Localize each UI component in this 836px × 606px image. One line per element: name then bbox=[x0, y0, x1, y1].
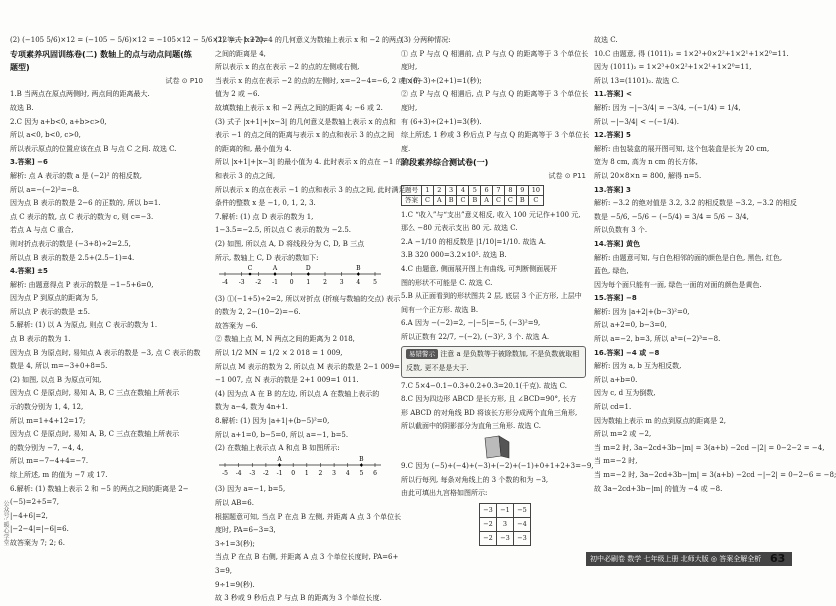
answer-cell: B bbox=[469, 195, 481, 205]
col1-line: 因为点 B 为原点时, 易知点 A 表示的数是 −3, 点 C 表示的数 bbox=[10, 348, 201, 357]
col1-line: 5.解析: (1) 以 A 为原点, 则点 C 表示的数为 1. bbox=[10, 321, 158, 330]
col2-line: 3=9, bbox=[215, 566, 232, 575]
col2-line: 所以表示 x 的点在表示 −2 的点的左侧或右侧, bbox=[215, 63, 360, 72]
col3b-line: 6.A 因为 −(−2)=2, −|−5|=−5, (−3)²=9, bbox=[401, 319, 541, 328]
magic-square-cell: −2 bbox=[480, 531, 497, 545]
col2-line: (2) 如图, 所以点 A, D 将线段分为 C, D, B 三点 bbox=[215, 239, 365, 248]
col1-line: 因为点 P 到原点的距离为 5, bbox=[10, 294, 99, 303]
col3b-line: 2.A −1/10 的相反数是 |1/10|=1/10. 故选 A. bbox=[401, 237, 546, 246]
point-label: D bbox=[305, 265, 311, 273]
col2-line: (2) 等式 |x+2|=4 的几何意义为数轴上表示 x 和 −2 的两点 bbox=[215, 36, 404, 44]
col3a-line: 综上所述, 1 秒或 3 秒后点 P 与点 Q 的距离等于 3 个单位长 bbox=[401, 131, 590, 140]
col1-line: 示的数分别为 1, 4, 12, bbox=[10, 403, 84, 412]
tip-title: 易错警示 bbox=[406, 349, 438, 359]
col1-line: 因为点 C 是原点时, 易知 A, B, C 三点在数轴上所表示 bbox=[10, 389, 180, 398]
col1-line: 点 C 表示的数, 点 C 表示的数为 c, 则 c=−3. bbox=[10, 212, 154, 221]
point-label: B bbox=[356, 265, 361, 273]
col4-line: 因为 (1011)₂ = 1×2³+0×2²+1×2¹+1×2⁰=11, bbox=[594, 63, 752, 72]
col3a-line: 度时, bbox=[401, 63, 418, 72]
tick-label: 2 bbox=[323, 279, 327, 287]
tick-label: 5 bbox=[359, 469, 364, 477]
col1-line: 点 B 表示的数为 1. bbox=[10, 335, 71, 344]
answer-cell: B bbox=[445, 195, 457, 205]
col2-line: 故填数轴上表示 x 和 −2 两点之间的距离 4; −6 或 2. bbox=[215, 103, 383, 112]
col1-line: 所以 m=1+4+12=17; bbox=[10, 416, 86, 425]
col4-line: 当 m=2 时, 3a−2cd+3b−|m| = 3(a+b) −2cd −|2| = 0−2−2 = −4, bbox=[594, 443, 825, 452]
col1-line: 6.解析: (1) 数轴上表示 2 和 −5 的两点之间的距离是 2− bbox=[10, 484, 189, 493]
col4-line: 解析: 由包装盒的展开图可知, 这个包装盒是长为 20 cm, bbox=[594, 144, 770, 153]
col4-line: 当 m=−2 时, bbox=[594, 457, 638, 466]
tick-label: 4 bbox=[345, 469, 350, 477]
col3b-line: 图的形状不可能是 C. 故选 C. bbox=[401, 278, 493, 287]
number-line-figure bbox=[215, 265, 385, 287]
col4-line: 所以 a+2=0, b−3=0, bbox=[594, 321, 667, 330]
answer-cell: 8 bbox=[504, 185, 516, 195]
answer-cell: 2 bbox=[433, 185, 445, 195]
axis-point bbox=[307, 273, 310, 276]
col3b-line: 1.C “收入”与“支出”意义相反, 收入 100 元记作+100 元, bbox=[401, 210, 581, 219]
col2-line: 1−3.5=−2.5, 所以点 C 表示的数为 −2.5. bbox=[215, 226, 352, 235]
col4-line: 10.C 由题意, 得 (1011)₂ = 1×2³+0×2²+1×2¹+1×2⁰=11. bbox=[594, 49, 789, 58]
col3a-line: 试卷 ⊙ P11 bbox=[548, 171, 586, 180]
col4-line: 解析: −3.2 的绝对值是 3.2, 3.2 的相反数是 −3.2, −3.2 的相反 bbox=[594, 199, 797, 208]
col3a-line: (3) 分两种情况: bbox=[401, 36, 451, 44]
col2-line: 所以 a+1=0, b−5=0, 所以 a=−1, b=5. bbox=[215, 430, 349, 439]
magic-square-cell: −1 bbox=[497, 503, 514, 517]
point-label: A bbox=[272, 265, 278, 273]
col1-line: 故选 B. bbox=[10, 103, 34, 112]
tick-label: -2 bbox=[262, 469, 269, 477]
col1-line: 若点 A 与点 C 重合, bbox=[10, 226, 74, 235]
col3b-line: 所以正数有 22/7, −(−2), (−3)², 3 个. 故选 A. bbox=[401, 332, 550, 341]
col4-line: 解析: 因为 a, b 互为相反数, bbox=[594, 362, 682, 371]
tick-label: 3 bbox=[332, 469, 337, 477]
tick-label: 1 bbox=[304, 469, 309, 477]
col2-line: (3) ①(−1+5)÷2=2, 所以对折点 (折痕与数轴的交点) 表示 bbox=[215, 294, 401, 303]
answer-cell: 6 bbox=[481, 185, 493, 195]
col4-line: 所以 20×8×n = 800, 解得 n=5. bbox=[594, 171, 702, 180]
col2-line: 所示, 数轴上 C, D 表示的数如下: bbox=[215, 253, 319, 262]
magic-square-cell: −3 bbox=[514, 531, 531, 545]
tip-box bbox=[401, 346, 586, 377]
tick-label: 5 bbox=[373, 279, 377, 287]
number-line bbox=[215, 456, 395, 484]
col4-line: 解析: 因为 −|−3/4| = −3/4, −(−1/4) = 1/4, bbox=[594, 103, 741, 112]
axis-point bbox=[278, 464, 281, 467]
col4-line: 解析: 因为 |a+2|+(b−3)²=0, bbox=[594, 307, 690, 316]
col2-line: 8.解析: (1) 因为 |a+1|+(b−5)²=0, bbox=[215, 417, 330, 426]
answer-cell: 4 bbox=[457, 185, 469, 195]
col2-line: (4) 因为点 A 在 B 的左边, 所以点 A 在数轴上表示的 bbox=[215, 389, 380, 398]
tick-label: 6 bbox=[373, 469, 377, 477]
col4-line: 数是 −5/6, −5/6 − (−5/4) = 3/4 = 5/6 − 3/4, bbox=[594, 212, 749, 221]
col2-line: 表示 −1 的点之间的距离与表示 x 的点和表示 3 的点之间 bbox=[215, 131, 395, 140]
col1-line: 题型) bbox=[10, 63, 30, 73]
answer-cell: B bbox=[516, 195, 528, 205]
tick-label: 1 bbox=[306, 279, 311, 287]
tick-label: -3 bbox=[249, 469, 256, 477]
col3c-line: 所以行每列, 每条对角线上的 3 个数的和为 −3, bbox=[401, 475, 549, 484]
col1-line: 因为点 B 表示的数是 2−6 的正数的, 所以 b=1. bbox=[10, 199, 161, 208]
col4-line: 因为 c, d 互为倒数, bbox=[594, 389, 656, 398]
col4-line: 因为数轴上表示 m 的点到原点的距离是 2, bbox=[594, 416, 726, 425]
axis-point bbox=[249, 273, 252, 276]
col3a-line: 有 (6−3)÷(2+1)=1(秒); bbox=[401, 76, 482, 85]
col3a-line: 阶段素养综合测试卷(一) bbox=[401, 158, 489, 168]
col2-line: 之间的距离是 4, bbox=[215, 49, 266, 58]
col2-line: 的数为 2, 2−(10−2)=−6. bbox=[215, 308, 301, 317]
col4-line: 所以 13=(1101)₂. 故选 C. bbox=[594, 76, 680, 85]
number-line-figure bbox=[215, 456, 385, 478]
tip-text: 注意 a 是负数等于被除数加, 不是负数就取相反数, 更不是是大于. bbox=[406, 350, 580, 373]
col1-line: (2) 如图, 以点 B 为原点可知, bbox=[10, 375, 102, 384]
col1-line: 因为点 C 是原点时, 易知 A, B, C 三点在数轴上所表示 bbox=[10, 430, 180, 439]
col2-line: 所以 |x+1|+|x−3| 的最小值为 4. 此时表示 x 的点在 −1 的点 bbox=[215, 158, 410, 167]
answer-cell: 7 bbox=[492, 185, 504, 195]
tick-label: -1 bbox=[276, 469, 283, 477]
col4-line: 14.答案] 黄色 bbox=[594, 239, 641, 248]
col1-line: 3.答案] −6 bbox=[10, 158, 48, 167]
answer-cell: 题号 bbox=[402, 185, 422, 195]
col3c-line: 所以截面中的阴影部分为直角三角形. 故选 C. bbox=[401, 422, 542, 431]
col2-line: ② 数轴上点 M, N 两点之间的距离为 2 018, bbox=[215, 335, 355, 344]
col2-line: −1 007, 点 N 表示的数是 2+1 009=1 011. bbox=[215, 376, 359, 385]
magic-square-row bbox=[480, 531, 531, 545]
col1-line: 故答案为 7; 2; 6. bbox=[10, 538, 65, 547]
col2-line: 故 3 秒或 9 秒后点 P 与点 B 的距离为 3 个单位长度. bbox=[215, 594, 382, 603]
tick-label: -5 bbox=[222, 469, 228, 477]
col3b-line: 4.C 由题意, 侧面展开图上有曲线, 可判断侧面展开 bbox=[401, 264, 558, 273]
magic-square-row bbox=[480, 517, 531, 531]
col1-line: 试卷 ⊙ P10 bbox=[165, 76, 203, 85]
col1-line: 所以 m=−7−4+4=−7. bbox=[10, 457, 89, 466]
col1-line: 所以点 B 表示的数是 2.5+(2.5−1)=4. bbox=[10, 253, 135, 262]
col4-line: 解析: 由题意可知, 与白色相邻的面的颜色是白色, 黑色, 红色, bbox=[594, 253, 783, 262]
col2-line: 的距离的和, 最小值为 4. bbox=[215, 144, 292, 153]
col2-line: 所以点 M 表示的数为 2, 所以点 M 表示的数是 2−1 009= bbox=[215, 362, 400, 371]
answer-cell: C bbox=[422, 195, 434, 205]
col3a-line: ② 点 P 与点 Q 相遇后, 点 P 与点 Q 的距离等于 3 个单位长 bbox=[401, 90, 589, 99]
col4-line: 13.答案] 3 bbox=[594, 185, 631, 194]
col2-line: 和表示 3 的点之间, bbox=[215, 171, 276, 180]
tick-label: -4 bbox=[222, 279, 228, 287]
answer-cell: A bbox=[481, 195, 493, 205]
col2-line: 3÷1=3(秒); bbox=[215, 539, 255, 548]
col2-line: (3) 因为 a=−1, b=5, bbox=[215, 485, 286, 494]
col4-line: 所以 a+b=0. bbox=[594, 375, 638, 384]
tick-label: -4 bbox=[235, 469, 242, 477]
answer-cell: 9 bbox=[516, 185, 528, 195]
col1-line: 综上所述, m 的值为 −7 或 17. bbox=[10, 471, 108, 479]
answer-cell: C bbox=[528, 195, 543, 205]
col3a-line: 度. bbox=[401, 144, 411, 153]
col2-line: 数为 a−4, 数为 4n+1. bbox=[215, 403, 288, 412]
tick-label: 3 bbox=[339, 279, 344, 287]
answer-cell: 5 bbox=[469, 185, 481, 195]
answer-cell: A bbox=[433, 195, 445, 205]
col3c-line: 由此可填出九宫格如图所示: bbox=[401, 489, 488, 498]
col4-line: 故 3a−2cd+3b−|m| 的值为 −4 或 −8. bbox=[594, 484, 723, 493]
col2-line: 所以表示 x 的点在表示 −1 的点和表示 3 的点之间, 此时满足 bbox=[215, 185, 406, 194]
point-label: B bbox=[359, 455, 364, 463]
col1-line: (−5)=2+5=7, bbox=[10, 498, 59, 507]
col4-line: 所以负数有 3 个. bbox=[594, 226, 648, 235]
answer-table bbox=[401, 185, 544, 206]
col1-line: 解析: 由题意得点 P 表示的数是 −1−5+6=0, bbox=[10, 280, 154, 289]
col1-line: 则对折点表示的数是 (−3+8)÷2=2.5, bbox=[10, 239, 131, 248]
col3b-line: 间有一个正方形. 故选 B. bbox=[401, 305, 479, 314]
answer-cell: 答案 bbox=[402, 195, 422, 205]
col3b-line: 3.B 320 000=3.2×10⁵. 故选 B. bbox=[401, 251, 507, 260]
col2-line: 当表示 x 的点在表示 −2 的点的左侧时, x=−2−4=−6, 2 或 x 的 bbox=[215, 76, 421, 85]
col4-line: 16.答案] −4 或 −8 bbox=[594, 348, 660, 357]
col2-line: 条件的整数 x 是 −1, 0, 1, 2, 3. bbox=[215, 199, 316, 208]
col2-line: (2) 在数轴上表示点 A 和点 B 如图所示: bbox=[215, 444, 340, 453]
column-4 bbox=[594, 34, 836, 496]
page-number: 63 bbox=[770, 552, 786, 565]
answer-cell: C bbox=[504, 195, 516, 205]
col4-line: 所以 a=−2, b=3, 所以 aᵇ=(−2)³=−8. bbox=[594, 335, 721, 344]
col4-line: 12.答案] 5 bbox=[594, 131, 631, 140]
col2-line: 7.解析: (1) 点 D 表示的数为 1, bbox=[215, 212, 314, 221]
col1-line: 所以 a<0, b<0, c>0, bbox=[10, 131, 81, 140]
col4-line: 所以 m=2 或 −2, bbox=[594, 430, 652, 439]
col1-line: 所以表示原点的位置应该在点 B 与点 C 之间. 故选 C. bbox=[10, 144, 177, 153]
col4-line: 当 m=−2 时, 3a−2cd+3b−|m| = 3(a+b) −2cd −|−2| = 0−2−6 = −8; bbox=[594, 471, 836, 479]
tick-label: 0 bbox=[291, 469, 296, 477]
col3b-line: 那么 −80 元表示支出 80 元. 故选 C. bbox=[401, 224, 518, 233]
answer-cell: 3 bbox=[445, 185, 457, 195]
tick-label: -1 bbox=[272, 279, 278, 287]
col4-line: 蓝色, 绿色, bbox=[594, 267, 629, 276]
number-line bbox=[215, 265, 395, 293]
col1-line: 所以 a=−(−2)²=−8. bbox=[10, 185, 80, 194]
answer-cell: 1 bbox=[422, 185, 434, 195]
col1-line: 的数分别为 −7, −4, 4, bbox=[10, 443, 84, 452]
magic-square bbox=[479, 503, 531, 546]
col2-line: 故答案为 −6. bbox=[215, 321, 258, 330]
cuboid-diagram bbox=[479, 434, 513, 460]
col4-line: 故选 C. bbox=[594, 36, 618, 44]
answer-table-row bbox=[402, 195, 544, 205]
col2-line: 值为 2 或 −6. bbox=[215, 90, 260, 99]
col3c-line: 9.C 因为 (−5)+(−4)+(−3)+(−2)+(−1)+0+1+2+3=−9, bbox=[401, 462, 594, 471]
magic-square-cell: −3 bbox=[497, 531, 514, 545]
tick-label: -3 bbox=[238, 279, 245, 287]
col4-line: 宽为 8 cm, 高为 n cm 的长方体, bbox=[594, 158, 698, 167]
cuboid-figure bbox=[401, 434, 586, 460]
point-label: A bbox=[277, 455, 282, 463]
col1-line: 数是 4, 所以 m=−3+0+8=5. bbox=[10, 362, 108, 371]
col2-line: 所以 1/2 MN = 1/2 × 2 018 = 1 009, bbox=[215, 349, 343, 358]
axis-point bbox=[360, 464, 363, 467]
tick-label: 2 bbox=[318, 469, 323, 477]
col3a-line: ① 点 P 与点 Q 相遇前, 点 P 与点 Q 的距离等于 3 个单位长 bbox=[401, 49, 589, 58]
col1-line: 解析: 点 A 表示的数 a 是 (−2)² 的相反数, bbox=[10, 171, 142, 180]
answer-table-row bbox=[402, 185, 544, 195]
answer-cell: C bbox=[457, 195, 469, 205]
answer-cell: 10 bbox=[528, 185, 543, 195]
col4-line: 所以 −|−3/4| < −(−1/4). bbox=[594, 117, 679, 126]
col4-line: 15.答案] −8 bbox=[594, 294, 637, 303]
cuboid-face bbox=[485, 436, 501, 458]
col4-line: 11.答案] < bbox=[594, 90, 632, 99]
col3c-line: 8.C 因为四边形 ABCD 是长方形, 且 ∠BCD=90°, 长方 bbox=[401, 395, 577, 404]
col2-line: 9÷1=9(秒). bbox=[215, 580, 255, 589]
col1-line: 专项素养巩固训练卷(二) 数轴上的点与动点问题(练 bbox=[10, 49, 192, 59]
axis-point bbox=[274, 273, 277, 276]
col3a-line: 有 (6+3)÷(2+1)=3(秒). bbox=[401, 117, 482, 126]
col3c-line: 7.C 5×4−0.1−0.3+0.2+0.3=20.1(千克). 故选 C. bbox=[401, 381, 567, 390]
col1-line: 2.C 因为 a+b<0, a+b>c>0, bbox=[10, 117, 107, 126]
point-label: C bbox=[247, 265, 253, 273]
col3b-line: 5.B 从正面看到的形状图共 2 层, 底层 3 个正方形, 上层中 bbox=[401, 292, 582, 301]
col1-line: 4.答案] ±5 bbox=[10, 267, 48, 276]
answer-cell: C bbox=[492, 195, 504, 205]
footer-bar: 初中必刷卷 数学 七年级上册 北师大版 ◎ 答案全解全析 bbox=[586, 552, 792, 566]
magic-square-cell: −2 bbox=[480, 517, 497, 531]
magic-square-cell: −5 bbox=[514, 503, 531, 517]
magic-square-cell: 3 bbox=[497, 517, 514, 531]
tick-label: 4 bbox=[356, 279, 361, 287]
col2-line: 度时, PA=6−3=3, bbox=[215, 526, 276, 535]
tick-label: -2 bbox=[255, 279, 262, 287]
column-3 bbox=[401, 34, 594, 546]
col2-line: 根据题意可知, 当点 P 在点 B 左侧, 并距离 A 点 3 个单位长 bbox=[215, 512, 402, 521]
col1-line: |−2−4|=|−6|=6. bbox=[10, 525, 69, 534]
col4-line: 所以 cd=1. bbox=[594, 403, 632, 412]
col4-line: 因为每个面只能有一面, 绿色一面的对面的颜色是黄色. bbox=[594, 280, 762, 289]
col2-line: 当点 P 在点 B 右侧, 并距离 A 点 3 个单位长度时, PA=6+ bbox=[215, 553, 399, 562]
col2-line: 所以 AB=6. bbox=[215, 499, 254, 507]
col1-line: 所以点 P 表示的数是 ±5. bbox=[10, 307, 90, 316]
col1-line: |−4+6|=2, bbox=[10, 511, 48, 520]
col2-line: (3) 式子 |x+1|+|x−3| 的几何意义是数轴上表示 x 的点和 bbox=[215, 117, 396, 126]
magic-square-cell: −3 bbox=[480, 503, 497, 517]
col1-line: (2) (−105 5/6)×12 = (−105 − 5/6)×12 = −105×12 − 5/6×12 = −1 270. bbox=[10, 36, 266, 44]
col1-line: 1.B 当两点在原点两侧时, 两点间的距离最大. bbox=[10, 90, 150, 99]
axis-point bbox=[357, 273, 360, 276]
col3c-line: 形 ABCD 的对角线 BD 将该长方形分成两个直角三角形, bbox=[401, 408, 578, 417]
col3a-line: 度时, bbox=[401, 103, 418, 112]
magic-square-row bbox=[480, 503, 531, 517]
side-watermark: 公众号: 暖心学堂 bbox=[2, 500, 9, 546]
magic-square-cell: −4 bbox=[514, 517, 531, 531]
tick-label: 0 bbox=[289, 279, 294, 287]
